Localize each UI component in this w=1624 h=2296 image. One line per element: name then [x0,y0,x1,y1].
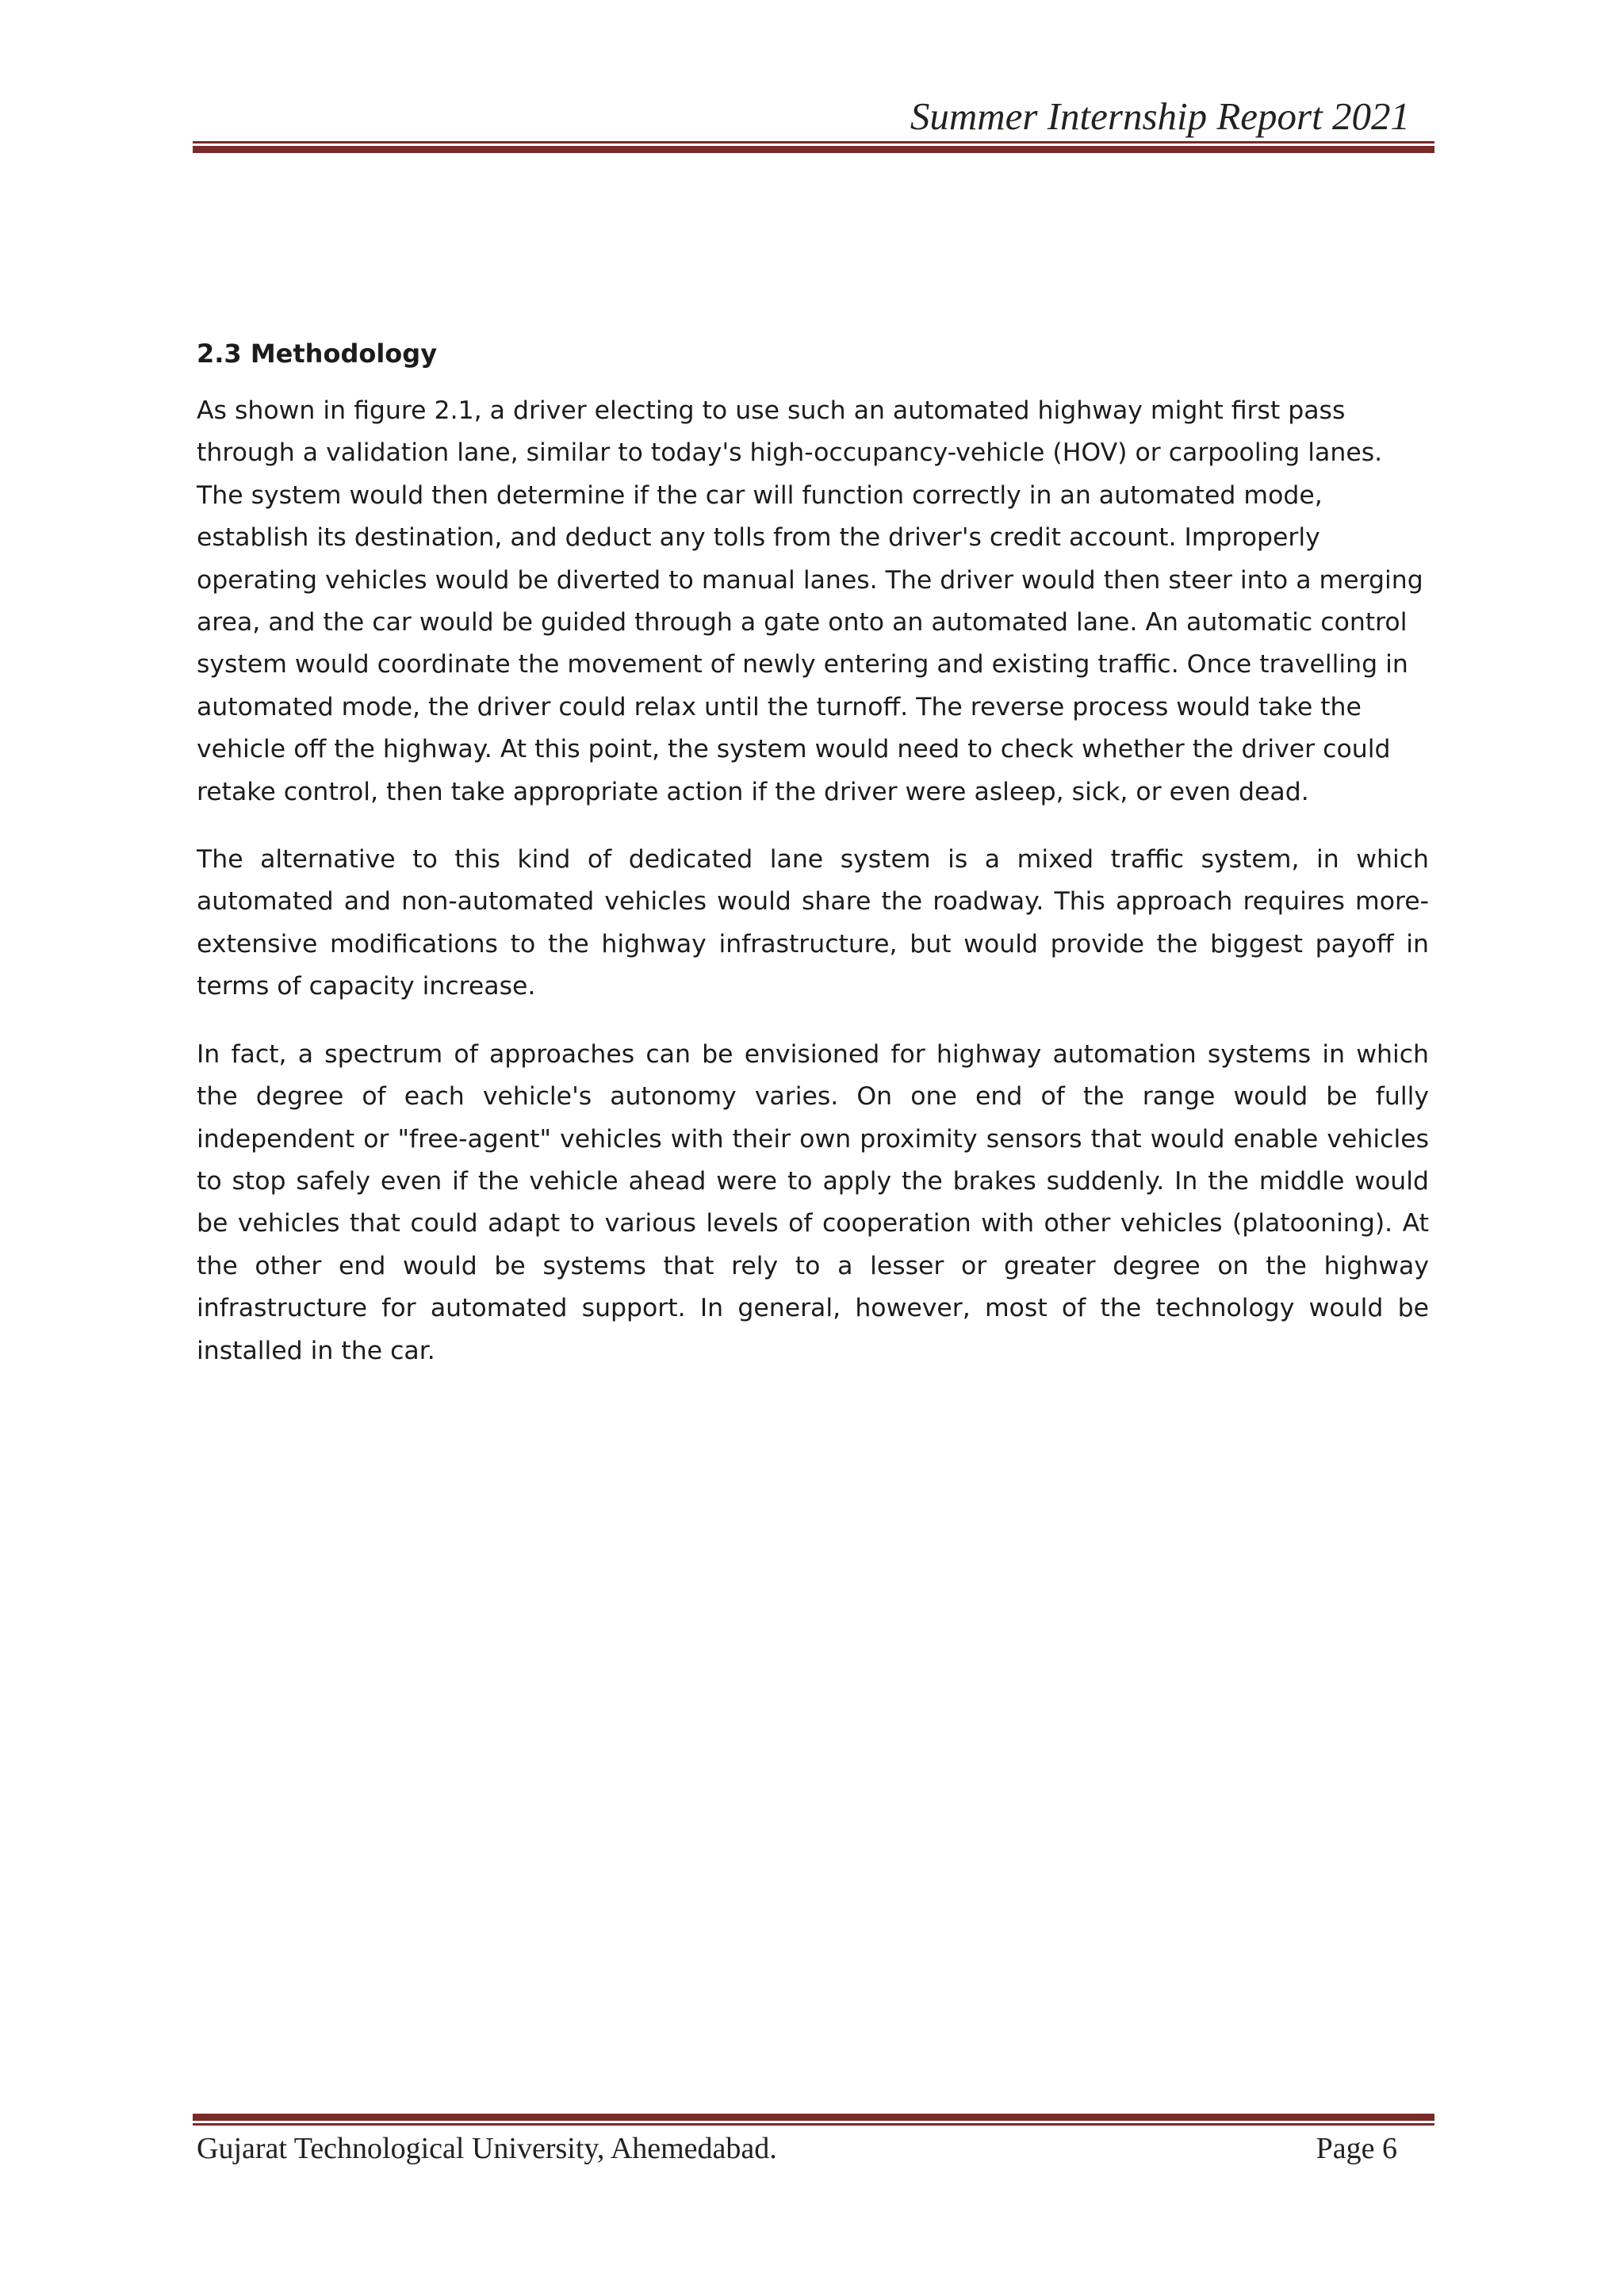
page-body [197,335,1429,1398]
section-heading: 2.3 Methodology [197,339,438,369]
header-rule-thick-line [193,146,1434,153]
footer-rule-thick-line [193,2114,1434,2121]
footer-rule [193,2114,1434,2126]
page-number: Page 6 [1316,2132,1397,2165]
paragraph-1: As shown in figure 2.1, a driver electing to use such an automated highway might first pass through a validation lane, similar to today's high-occupancy-vehicle (HOV) or carpooling lanes. The system would then determine if the car will function correctly in an automated mode, establish its destination, and deduct any tolls from the driver's credit account. Improperly operating vehicles would be diverted to manual lanes. The driver would then steer into a merging area, and the car would be guided through a gate onto an automated lane. An automatic control system would coordinate the movement of newly entering and existing traffic. Once travelling in automated mode, the driver could relax until the turnoff. The reverse process would take the vehicle off the highway. At this point, the system would need to check whether the driver could retake control, then take appropriate action if the driver were asleep, sick, or even dead. [197,396,1423,806]
running-header-title: Summer Internship Report 2021 [910,94,1410,138]
footer-institution: Gujarat Technological University, Ahemedabad. [197,2132,777,2165]
paragraph-3: In fact, a spectrum of approaches can be envisioned for highway automation systems in which the degree of each vehicle's autonomy varies. On one end of the range would be fully independent or "free-agent" vehicles with their own proximity sensors that would enable vehicles to stop safely even if the vehicle ahead were to apply the brakes suddenly. In the middle would be vehicles that could adapt to various levels of cooperation with other vehicles (platooning). At the other end would be systems that rely to a lesser or greater degree on the highway infrastructure for automated support. In general, however, most of the technology would be installed in the car. [197,1039,1429,1365]
footer-rule-thin-line [193,2123,1434,2126]
paragraph-2: The alternative to this kind of dedicated lane system is a mixed traffic system, in which automated and non-automated vehicles would share the roadway. This approach requires more-extensive modifications to the highway infrastructure, but would provide the biggest payoff in terms of capacity increase. [197,845,1429,1001]
header-rule [193,141,1434,153]
